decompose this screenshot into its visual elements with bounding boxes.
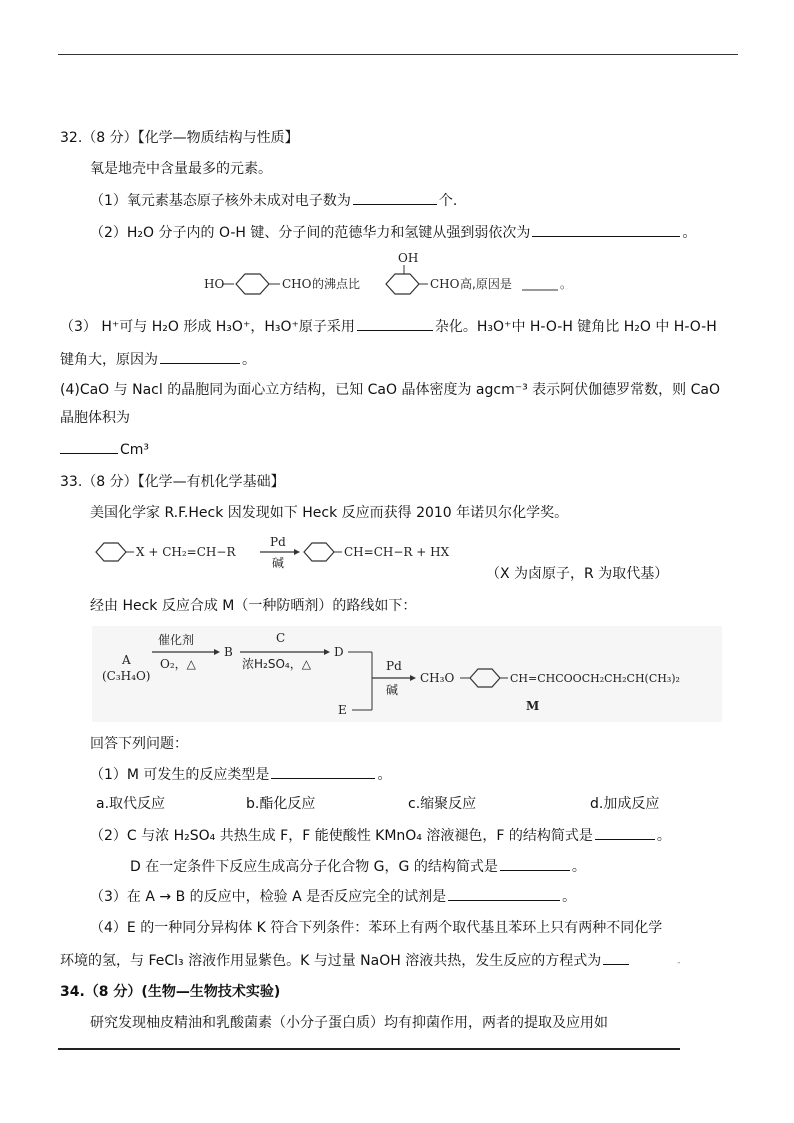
q33-sub1-text: （1）M 可发生的反应类型是 xyxy=(90,767,270,783)
product-left: CH₃O xyxy=(420,671,455,685)
aldehyde-label-2: CHO xyxy=(430,277,460,291)
q33-sub2 xyxy=(90,825,671,846)
answer-blank[interactable] xyxy=(500,856,570,871)
q32-part4-line3 xyxy=(60,439,149,460)
heck-reaction-scheme xyxy=(92,532,512,572)
q32-intro: 氧是地壳中含量最多的元素。 xyxy=(90,161,272,177)
benzene-ring-icon xyxy=(386,274,419,294)
benzene-ring-icon xyxy=(304,543,334,561)
bottom-rule xyxy=(58,1048,680,1050)
q33-sub4-line2 xyxy=(60,950,680,973)
q32-part2 xyxy=(90,222,696,243)
q33-sub1-tail: 。 xyxy=(377,767,392,783)
option-d[interactable]: d.加成反应 xyxy=(590,796,660,812)
q34-intro: 研究发现柚皮精油和乳酸菌素（小分子蛋白质）均有抑菌作用，两者的提取及应用如 xyxy=(90,1015,608,1031)
q32-part3-tail: 杂化。H₃O⁺中 H-O-H 键角比 H₂O 中 H-O-H xyxy=(434,319,717,335)
benzene-ring-icon xyxy=(96,543,126,561)
q32-part3-line1 xyxy=(60,316,717,337)
answer-blank[interactable] xyxy=(357,316,433,331)
q32-part3-line2 xyxy=(60,349,256,370)
step1-conditions: O₂，△ xyxy=(160,657,196,671)
option-b[interactable]: b.酯化反应 xyxy=(246,796,316,812)
q34-header: 34.（8 分）(生物—生物技术实验) xyxy=(60,984,281,1000)
answer-blank[interactable] xyxy=(60,439,118,454)
heck-reactants: X + CH₂=CH−R xyxy=(136,545,236,559)
q33-answer-intro: 回答下列问题： xyxy=(90,736,188,752)
q32-part1-text: （1）氧元素基态原子核外未成对电子数为 xyxy=(90,193,351,209)
q33-intro: 美国化学家 R.F.Heck 因发现如下 Heck 反应而获得 2010 年诺贝尔化学奖。 xyxy=(90,505,569,521)
q32-part4-line1: (4)CaO 与 Nacl 的晶胞同为面心立方结构，已知 CaO 晶体密度为 agcm⁻³ 表示阿伏伽德罗常数，则 CaO xyxy=(60,382,720,398)
ortho-oh-label: OH xyxy=(398,252,419,265)
q33-sub3-tail: 。 xyxy=(562,889,577,905)
q33-sub2-text: （2）C 与浓 H₂SO₄ 共热生成 F，F 能使酸性 KMnO₄ 溶液褪色，F 的结构简式是 xyxy=(90,828,593,844)
q32-part3-line2-tail: 。 xyxy=(242,352,256,368)
q33-header: 33.（8 分）【化学—有机化学基础】 xyxy=(60,474,285,490)
compound-b: B xyxy=(224,645,233,659)
pd-catalyst: Pd xyxy=(386,659,402,673)
q33-sub4-line2-tail: - xyxy=(677,958,681,968)
step1-reagent: 催化剂 xyxy=(158,633,195,647)
heck-note: （X 为卤原子，R 为取代基） xyxy=(486,566,669,582)
base-reagent: 碱 xyxy=(386,683,399,697)
compound-m: M xyxy=(526,699,540,713)
product-right: CH=CHCOOCH₂CH₂CH(CH₃)₂ xyxy=(510,672,680,685)
synthesis-route-scheme xyxy=(92,626,722,722)
q33-sub2-tail: 。 xyxy=(656,828,671,844)
q32-part3-text: （3） H⁺可与 H₂O 形成 H₃O⁺，H₃O⁺原子采用 xyxy=(60,319,355,335)
q33-sub2b-text: D 在一定条件下反应生成高分子化合物 G，G 的结构简式是 xyxy=(130,859,498,875)
compound-a-formula: (C₃H₄O) xyxy=(102,669,151,683)
boiling-point-figure xyxy=(200,252,580,302)
answer-blank[interactable] xyxy=(595,825,655,840)
aldehyde-label: CHO xyxy=(282,277,312,291)
q33-sub3-text: （3）在 A → B 的反应中，检验 A 是否反应完全的试剂是 xyxy=(90,889,447,905)
option-c[interactable]: c.缩聚反应 xyxy=(408,796,477,812)
answer-blank[interactable] xyxy=(603,950,629,965)
q33-sub2b-tail: 。 xyxy=(571,859,586,875)
q33-sub3 xyxy=(90,886,576,907)
heck-base: 碱 xyxy=(272,556,285,570)
q32-part4-line2: 晶胞体积为 xyxy=(60,410,130,426)
benzene-ring-icon xyxy=(236,274,269,294)
compound-c: C xyxy=(276,631,286,645)
heck-catalyst: Pd xyxy=(270,535,286,549)
q32-part4-unit: Cm³ xyxy=(120,442,150,458)
compound-a: A xyxy=(122,653,131,667)
answer-blank[interactable] xyxy=(353,190,437,205)
q32-part1-tail: 个. xyxy=(438,193,458,209)
q33-sub4-line2-text: 环境的氢，与 FeCl₃ 溶液作用显紫色。K 与过量 NaOH 溶液共热，发生反应的方程式为 xyxy=(60,953,602,969)
q32-part1 xyxy=(90,190,457,211)
step2-conditions: 浓H₂SO₄，△ xyxy=(242,657,311,671)
hydroxy-label: HO xyxy=(204,277,225,291)
q32-header: 32.（8 分）【化学—物质结构与性质】 xyxy=(60,130,299,146)
answer-blank[interactable] xyxy=(271,764,375,779)
answer-blank[interactable] xyxy=(160,349,240,364)
q33-sub4-line1: （4）E 的一种同分异构体 K 符合下列条件：苯环上有两个取代基且苯环上只有两种不同化学 xyxy=(90,920,663,936)
answer-blank[interactable] xyxy=(448,886,560,901)
answer-blank[interactable] xyxy=(532,222,680,237)
q32-part2-text: （2）H₂O 分子内的 O-H 键、分子间的范德华力和氢键从强到弱依次为 xyxy=(90,225,531,241)
reason-tail: 。 xyxy=(560,277,573,291)
q33-sub2b xyxy=(130,856,586,877)
q33-sub1 xyxy=(90,764,391,785)
compare-text: 的沸点比 xyxy=(312,277,361,291)
top-rule xyxy=(58,54,738,55)
reason-text: 高,原因是 xyxy=(460,277,512,291)
heck-products: CH=CH−R + HX xyxy=(344,545,450,559)
compound-e: E xyxy=(338,703,347,717)
compound-d: D xyxy=(334,645,344,659)
q32-part3-line2-text: 键角大，原因为 xyxy=(60,352,158,368)
option-a[interactable]: a.取代反应 xyxy=(96,796,166,812)
q33-route-intro: 经由 Heck 反应合成 M（一种防晒剂）的路线如下： xyxy=(90,598,417,614)
q32-part2-tail: 。 xyxy=(682,225,697,241)
